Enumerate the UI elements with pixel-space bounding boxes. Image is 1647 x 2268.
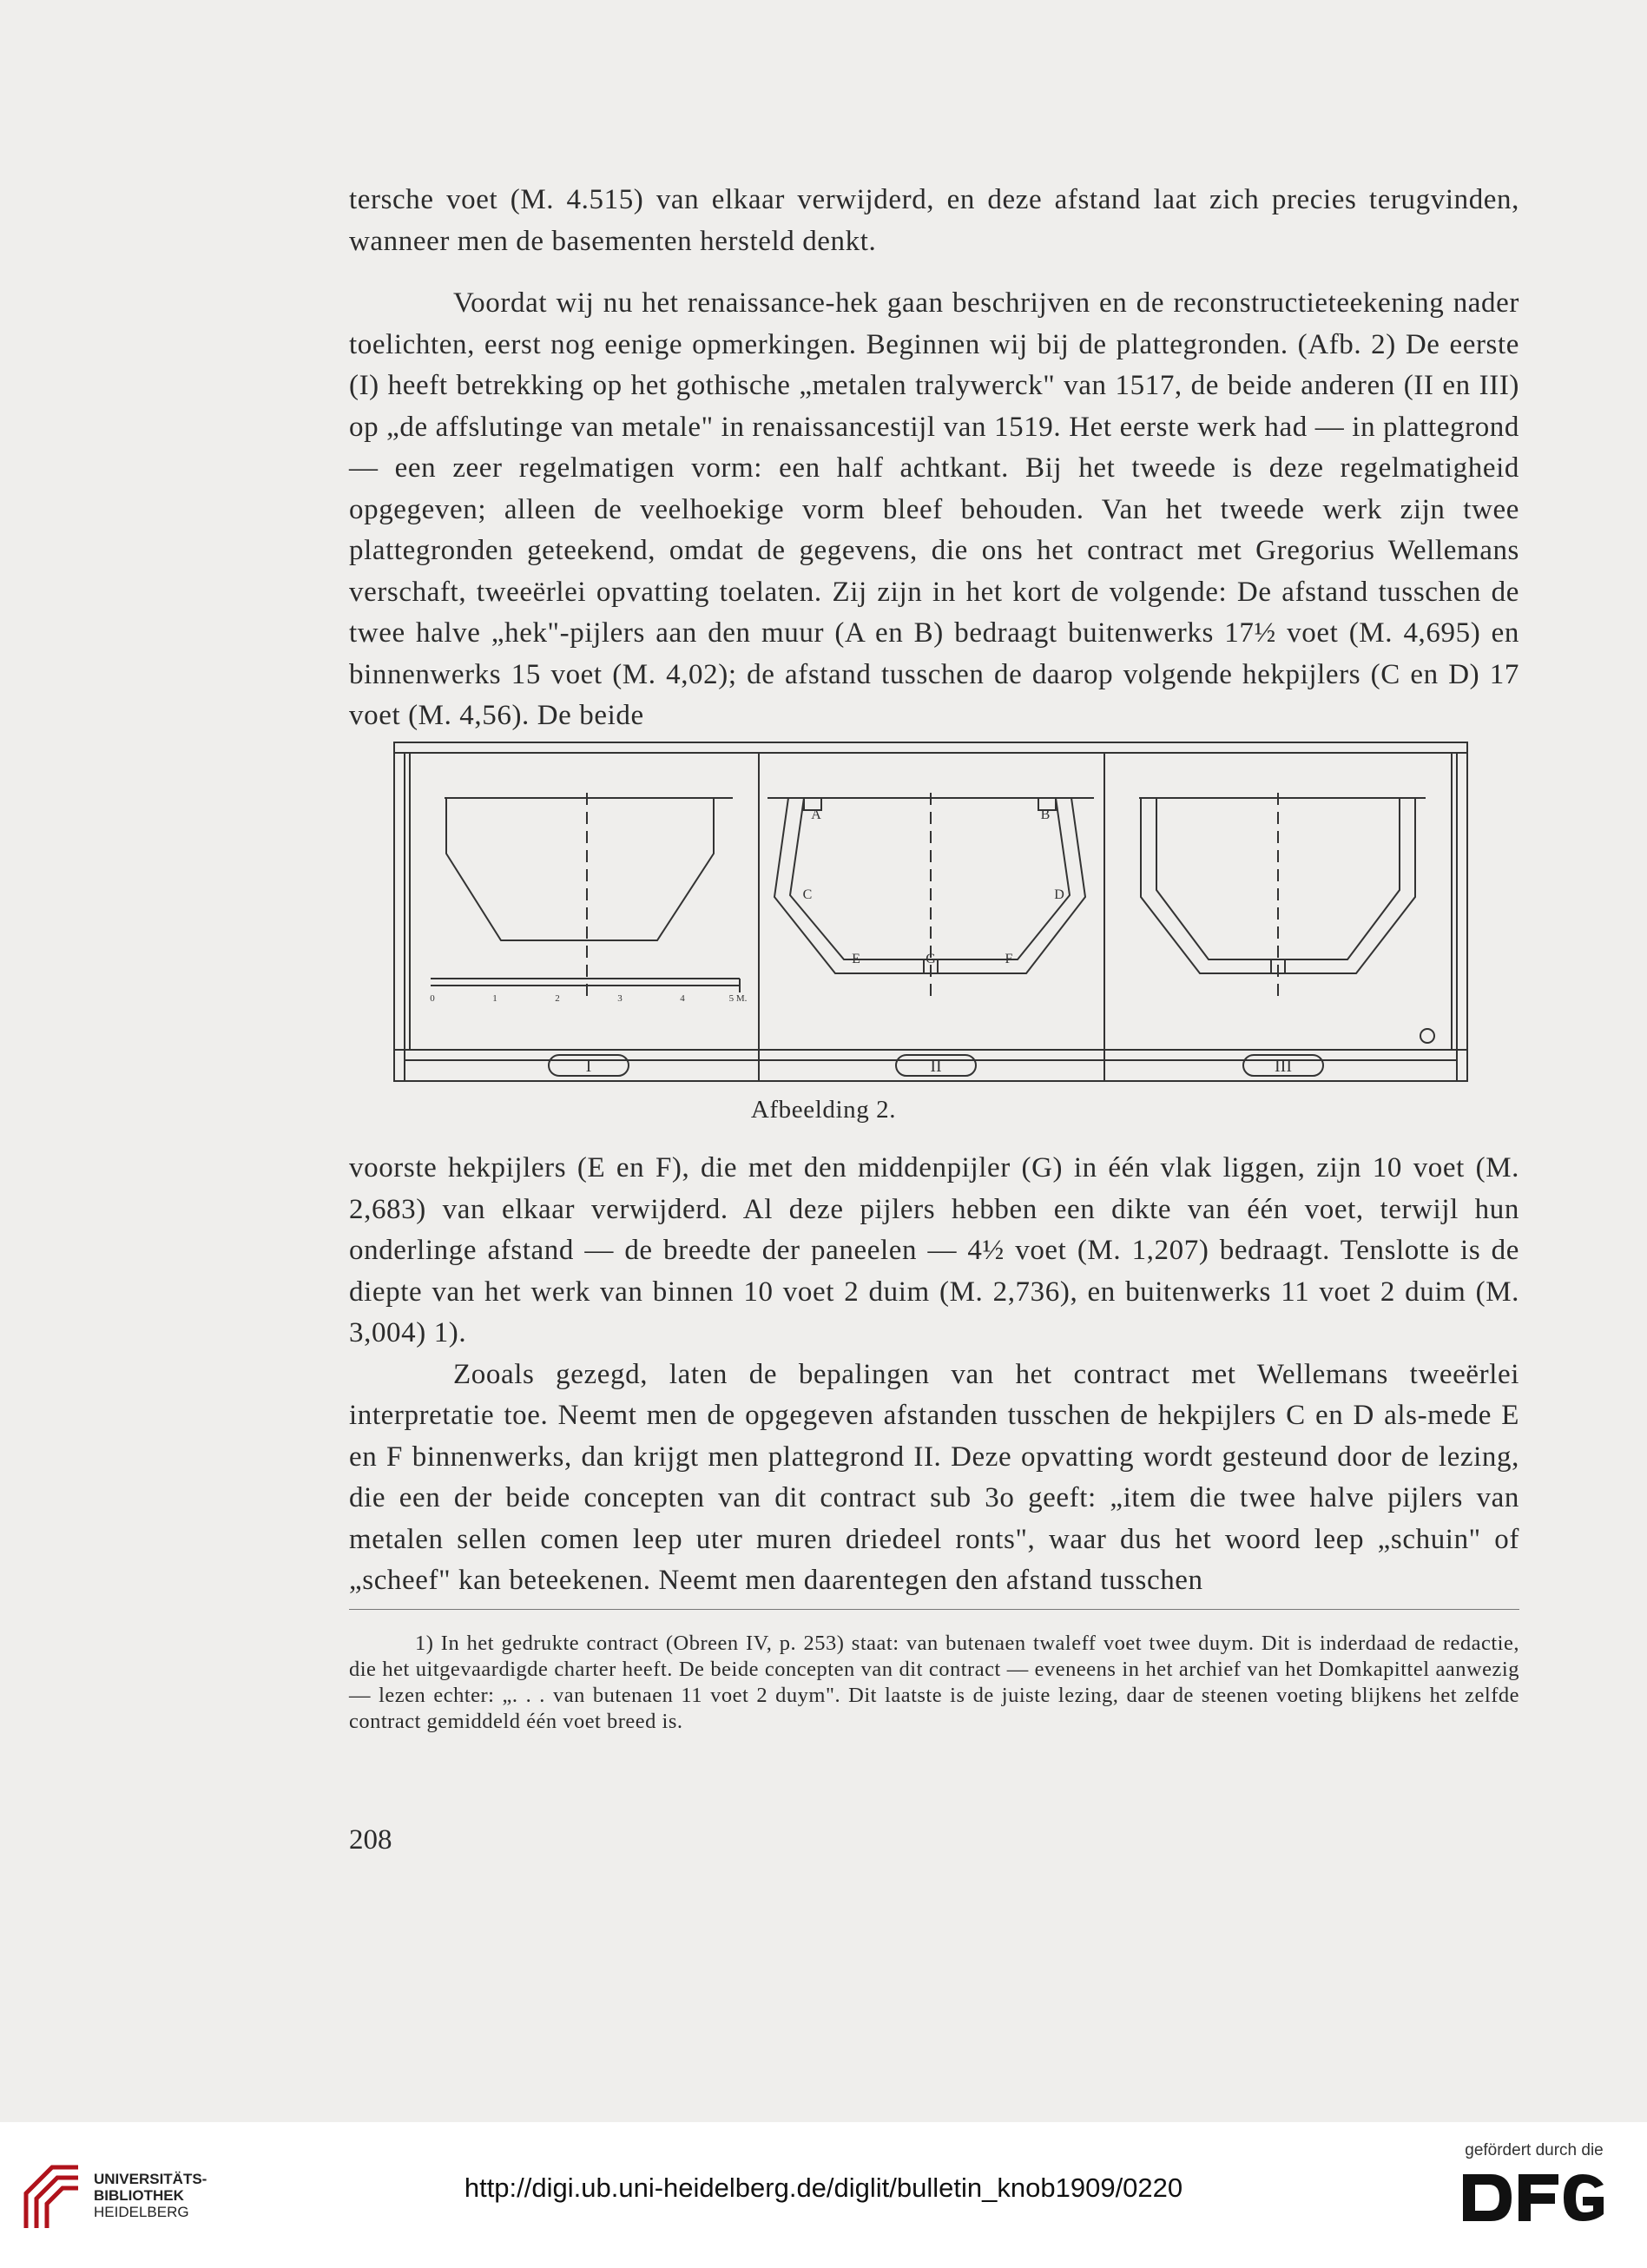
library-name-line-3: HEIDELBERG bbox=[94, 2204, 189, 2220]
pier-label-d: D bbox=[1054, 887, 1064, 902]
dfg-logo-icon bbox=[1456, 2167, 1612, 2228]
plan-I bbox=[431, 793, 740, 1001]
body-text-bottom bbox=[349, 1148, 1519, 1602]
footnote bbox=[349, 1631, 1519, 1735]
scale-label-4: 4 bbox=[680, 993, 685, 1004]
sponsor bbox=[1447, 2141, 1621, 2228]
scale-label-5: 5 M. bbox=[728, 993, 748, 1004]
paragraph-1: tersche voet (M. 4.515) van elkaar verwijderd, en deze afstand laat zich precies terugvinden, wanneer men de basementen hersteld denkt. bbox=[349, 184, 1519, 257]
sponsor-label: gefördert durch die bbox=[1465, 2141, 1604, 2159]
floor-plan-figure bbox=[392, 741, 1469, 1088]
scale-label-0: 0 bbox=[430, 993, 435, 1004]
body-text-top bbox=[349, 180, 1519, 737]
library-name-line-2: BIBLIOTHEK bbox=[94, 2187, 184, 2204]
paragraph-3: voorste hekpijlers (E en F), die met den middenpijler (G) in één vlak liggen, zijn 10 voet (M. 2,683) van elkaar verwijderd. Al deze pijlers hebben een dikte van één voet, terwijl hun onderlinge afstand — de breedte der paneelen — 4½ voet (M. 1,207) bedraagt. Tenslotte is de diepte van het werk van binnen 10 voet 2 duim (M. 2,736), en buitenwerks 11 voet 2 duim (M. 3,004) 1). bbox=[349, 1152, 1519, 1348]
page-number: 208 bbox=[349, 1824, 392, 1856]
plan-II bbox=[768, 793, 1094, 1001]
panel-label-III: III bbox=[1275, 1057, 1292, 1076]
digitization-footer bbox=[0, 2122, 1647, 2268]
paragraph-2: Voordat wij nu het renaissance-hek gaan beschrijven en de reconstructieteekening nader toelichten, eerst nog eenige opmerkingen. Beginnen wij bij de plattegronden. (Afb. 2) De eerste (I) heeft betrekking op het gothische „metalen tralywerck" van 1517, de beide anderen (II en III) op „de affslutinge van metale" in renaissancestijl van 1519. Het eerste werk had — in plattegrond — een zeer regelmatigen vorm: een half achtkant. Bij het tweede is deze regelmatigheid opgegeven; alleen de veelhoekige vorm bleef behouden. Van het tweede werk zijn twee plattegronden geteekend, omdat de gegevens, die ons het contract met Gregorius Wellemans verschaft, tweeërlei opvatting toelaten. Zij zijn in het kort de volgende: De afstand tusschen de twee halve „hek"-pijlers aan den muur (A en B) bedraagt buitenwerks 17½ voet (M. 4,695) en binnenwerks 15 voet (M. 4,02); de afstand tusschen de daarop volgende hekpijlers (C en D) 17 voet (M. 4,56). De beide bbox=[349, 287, 1519, 731]
pier-label-a: A bbox=[811, 808, 821, 822]
footnote-text: 1) In het gedrukte contract (Obreen IV, p. 253) staat: van butenaen twaleff voet twee duym. Dit is inderdaad de redactie, die het uitgevaardigde charter heeft. De beide concepten van dit contract — eveneens in het archief van het Domkapittel aanwezig — lezen echter: „. . . van butenaen 11 voet 2 duym". Dit laatste is de juiste lezing, daar de steenen voeting blijkens het zelfde contract gemiddeld één voet breed is. bbox=[349, 1632, 1519, 1733]
source-url-link[interactable]: http://digi.ub.uni-heidelberg.de/diglit/bulletin_knob1909/0220 bbox=[464, 2172, 1183, 2203]
footnote-rule bbox=[349, 1609, 1519, 1610]
pier-label-g: G bbox=[926, 952, 936, 966]
scale-label-2: 2 bbox=[555, 993, 560, 1004]
panel-label-I: I bbox=[585, 1057, 592, 1076]
plan-III bbox=[1139, 793, 1426, 1001]
scale-label-1: 1 bbox=[492, 993, 497, 1004]
pier-label-e: E bbox=[852, 952, 860, 966]
paragraph-4: Zooals gezegd, laten de bepalingen van het contract met Wellemans tweeërlei interpretatie toe. Neemt men de opgegeven afstanden tusschen de hekpijlers C en D als-mede E en F binnenwerks, dan krijgt men plattegrond II. Deze opvatting wordt gesteund door de lezing, die een der beide concepten van dit contract sub 3o geeft: „item die twee halve pijlers van metalen sellen comen leep uter muren driedeel ronts", waar dus het woord leep „schuin" of „scheef" kan beteekenen. Neemt men daarentegen den afstand tusschen bbox=[349, 1358, 1519, 1596]
pier-label-f: F bbox=[1005, 952, 1013, 966]
panel-label-II: II bbox=[930, 1057, 942, 1076]
pier-label-c: C bbox=[802, 887, 813, 902]
scale-label-3: 3 bbox=[617, 993, 623, 1004]
pier-label-b: B bbox=[1040, 808, 1051, 822]
figure-caption: Afbeelding 2. bbox=[750, 1096, 897, 1124]
library-name-line-1: UNIVERSITÄTS- bbox=[94, 2171, 208, 2187]
